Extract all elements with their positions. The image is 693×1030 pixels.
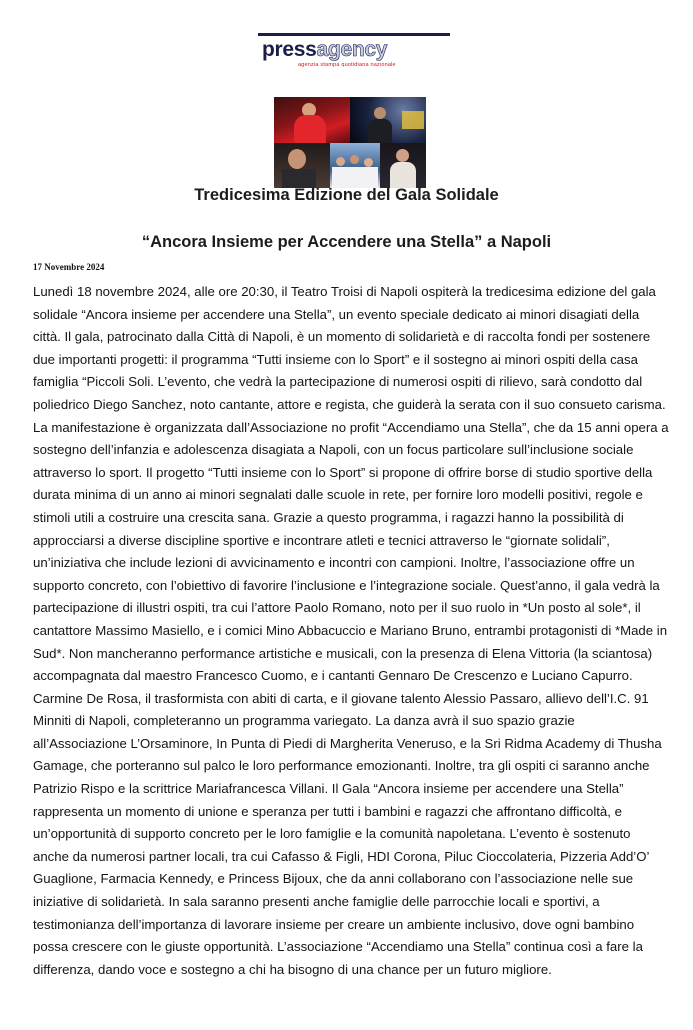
masthead-rule [258, 33, 450, 36]
body-line: iniziative di solidarietà. In sala saranno presenti anche famiglie delle parrocchie locali e sportivi, a [33, 894, 600, 910]
masthead [258, 33, 450, 73]
body-line: poliedrico Diego Sanchez, noto cantante, attore e regista, che guiderà la serata con il suo consueto carisma. [33, 396, 666, 412]
body-line: due importanti progetti: il programma “Tutti insieme con lo Sport” e il sostegno ai minori ospiti della casa [33, 351, 638, 367]
body-line: solidale “Ancora insieme per accendere una Stella”, un evento speciale dedicato ai minori disagiati della [33, 306, 640, 322]
body-line: testimonianza dell’importanza di lavorare insieme per creare un ambiente inclusivo, dove ogni bambino [33, 916, 635, 932]
body-line: cantattore Massimo Masiello, e i comici Mino Abbacuccio e Mariano Bruno, entrambi protagonisti di *Made in [33, 622, 668, 638]
body-line: un’iniziativa che include lezioni di avvicinamento e incontri con campioni. Inoltre, l’associazione offre un [33, 555, 635, 571]
body-line: all’Associazione L’Orsaminore, In Punta di Piedi di Margherita Veneruso, e la Sri Ridma Academy di Thusha [33, 735, 662, 751]
article-subtitle: “Ancora Insieme per Accendere una Stella” a Napoli [141, 233, 552, 251]
body-line: partecipazione di illustri ospiti, tra cui l’attore Paolo Romano, noto per il suo ruolo in *Un posto al sole*, il [33, 600, 641, 616]
body-line: durata minima di un anno ai minori segnalati dalle scuole in rete, per fornire loro modelli positivi, regole e [33, 487, 643, 503]
body-line: accompagnata dal maestro Francesco Cuomo, e i cantanti Gennaro De Crescenzo e Luciano Capurro. [33, 668, 633, 684]
article-date: 17 Novembre 2024 [33, 262, 105, 272]
body-line: città. Il gala, patrocinato dalla Città di Napoli, è un momento di solidarietà e di raccolta fondi per sostenere [33, 329, 651, 345]
body-line: La manifestazione è organizzata dall’Associazione no profit “Accendiamo una Stella”, che da 15 anni opera a [33, 419, 669, 435]
body-line: differenza, dando voce e sostegno a chi ha bisogno di una chance per un futuro migliore. [33, 961, 552, 977]
body-line: approcciarsi a diverse discipline sportive e incontrare atleti e tecnici attraverso le “giornate solidali”, [33, 532, 610, 548]
body-line: Gamage, che porteranno sul palco le loro performance emozionanti. Inoltre, tra gli ospiti ci saranno anche [33, 758, 650, 774]
body-line: Minniti di Napoli, completeranno un programma variegato. La danza avrà il suo spazio grazie [33, 713, 575, 729]
body-line: famiglia “Piccoli Soli. L’evento, che vedrà la partecipazione di numerosi ospiti di rilievo, sarà condotto dal [33, 374, 643, 390]
body-line: sostegno dell’infanzia e adolescenza disagiata a Napoli, con un focus particolare sull’inclusione sociale [33, 442, 634, 458]
article-body [33, 281, 673, 981]
body-line: anche da numerosi partner locali, tra cui Cafasso & Figli, HDI Corona, Piluc Cioccolateria, Pizzeria Add’O’ [33, 848, 650, 864]
body-line: Patrizio Rispo e la scrittrice Mariafrancesca Villani. Il Gala “Ancora insieme per accendere una Stella” [33, 781, 624, 797]
masthead-tagline: agenzia stampa quotidiana nazionale [298, 62, 396, 68]
body-line: rappresenta un momento di unione e speranza per tutti i bambini e ragazzi che affrontano difficoltà, e [33, 803, 622, 819]
body-line: stimoli utili a costruire una crescita sana. Grazie a questo programma, i ragazzi hanno la possibilità di [33, 509, 624, 525]
body-line: Lunedì 18 novembre 2024, alle ore 20:30, il Teatro Troisi di Napoli ospiterà la tredicesima edizione del gala [33, 284, 656, 299]
body-line: possa crescere con le giuste opportunità. L’associazione “Accendiamo una Stella” continua così a fare la [33, 939, 643, 955]
body-line: Sud*. Non mancheranno performance artistiche e musicali, con la presenza di Elena Vittoria (la sciantosa) [33, 645, 653, 661]
pressagency-logo: pressagency [262, 38, 388, 61]
body-line: Carmine De Rosa, il trasformista con abiti di carta, e il giovane talento Alessio Passaro, allievo dell’I.C. 91 [33, 690, 649, 706]
body-line: un’opportunità di supporto concreto per le loro famiglie e la comunità napoletana. L’evento è sostenuto [33, 826, 631, 842]
body-line: supporto concreto, con l’obiettivo di favorire l’inclusione e l’integrazione sociale. Quest’anno, il gala vedrà la [33, 577, 660, 593]
event-photo-collage [274, 97, 426, 188]
body-line: Guaglione, Farmacia Kennedy, e Princess Bijoux, che da anni collaborano con l’associazione nelle sue [33, 871, 634, 887]
body-line: attraverso lo sport. Il progetto “Tutti insieme con lo Sport” si propone di offrire borse di studio sportive della [33, 464, 653, 480]
article-title: Tredicesima Edizione del Gala Solidale [194, 186, 499, 204]
